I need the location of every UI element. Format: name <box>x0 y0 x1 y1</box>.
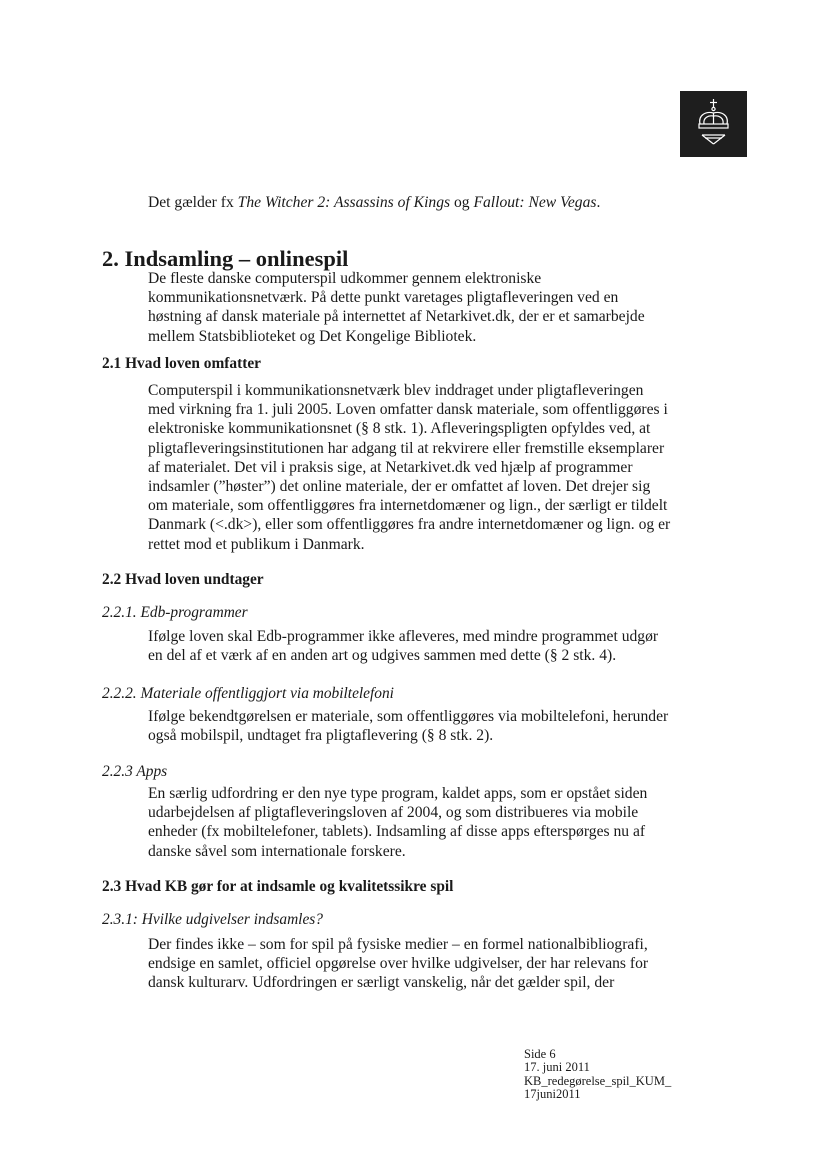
section-2-3-1-body: Der findes ikke – som for spil på fysiske medier – en formel nationalbibliografi, endsige en samlet, officiel opgørelse over hvilke udgivelser, der har relevans for dansk kulturarv. Udfordringen er særligt vanskelig, når det gælder spil, der <box>148 936 649 992</box>
game-title-fallout: Fallout: New Vegas <box>473 194 597 211</box>
intro-sentence: Det gælder fx The Witcher 2: Assassins of Kings og Fallout: New Vegas. <box>148 194 601 211</box>
royal-crown-icon <box>680 91 747 157</box>
section-2-2-2-body: Ifølge bekendtgørelsen er materiale, som offentliggøres via mobiltelefoni, herunder også mobilspil, undtaget fra pligtaflevering (§ 8 stk. 2). <box>148 708 669 745</box>
section-2-2-heading: 2.2 Hvad loven undtager <box>102 571 264 588</box>
page-number: Side 6 <box>524 1047 556 1061</box>
section-2-1-body: Computerspil i kommunikationsnetværk blev inddraget under pligtafleveringen med virkning fra 1. juli 2005. Loven omfatter dansk materiale, som offentliggøres i elektroniske kommunikationsnet (§ 8 stk. 1). Afleveringspligten opfyldes ved, at pligtafleveringsinstitutionen har adgang til at rekvirere eller fremstille eksemplarer af materialet. Det vil i praksis sige, at Netarkivet.dk ved hjælp af programmer indsamler (”høster”) det online materiale, der er omfattet af loven. Det drejer sig om materiale, som offentliggøres fra internetdomæner og lign., der særligt er tildelt Danmark (<.dk>), eller som offentliggøres fra andre internetdomæner og lign. og er rettet mod et publikum i Danmark. <box>148 382 671 553</box>
section-2-heading: 2. Indsamling – onlinespil <box>102 246 349 271</box>
section-2-2-1-body: Ifølge loven skal Edb-programmer ikke afleveres, med mindre programmet udgør en del af et værk af en anden art og udgives sammen med dette (§ 2 stk. 4). <box>148 628 659 665</box>
section-2-2-3-heading: 2.2.3 Apps <box>102 763 168 780</box>
section-2-3-heading: 2.3 Hvad KB gør for at indsamle og kvalitetssikre spil <box>102 878 454 895</box>
royal-crown-logo <box>680 91 747 157</box>
footer-date: 17. juni 2011 <box>524 1060 590 1075</box>
section-2-3-1-heading: 2.3.1: Hvilke udgivelser indsamles? <box>102 911 323 928</box>
section-2-2-3-body: En særlig udfordring er den nye type program, kaldet apps, som er opstået siden udarbejdelsen af pligtafleveringsloven af 2004, og som distribueres via mobile enheder (fx mobiltelefoner, tablets). Indsamling af disse apps efterspørges nu af danske såvel som internationale forskere. <box>148 785 648 860</box>
section-2-1-heading: 2.1 Hvad loven omfatter <box>102 355 262 372</box>
section-2-intro: De fleste danske computerspil udkommer gennem elektroniske kommunikationsnetværk. På dette punkt varetages pligtafleveringen ved en høstning af dansk materiale på internettet af Netarkivet.dk, der er et samarbejde mellem Statsbiblioteket og Det Kongelige Bibliotek. <box>148 270 645 345</box>
footer-filename-line2: 17juni2011 <box>524 1087 581 1102</box>
game-title-witcher: The Witcher 2: Assassins of Kings <box>237 194 451 211</box>
footer-filename-line1: KB_redegørelse_spil_KUM_ <box>524 1073 672 1088</box>
section-2-2-2-heading: 2.2.2. Materiale offentliggjort via mobiltelefoni <box>102 685 394 702</box>
section-2-2-1-heading: 2.2.1. Edb-programmer <box>102 604 248 621</box>
page-footer <box>524 1048 671 1102</box>
